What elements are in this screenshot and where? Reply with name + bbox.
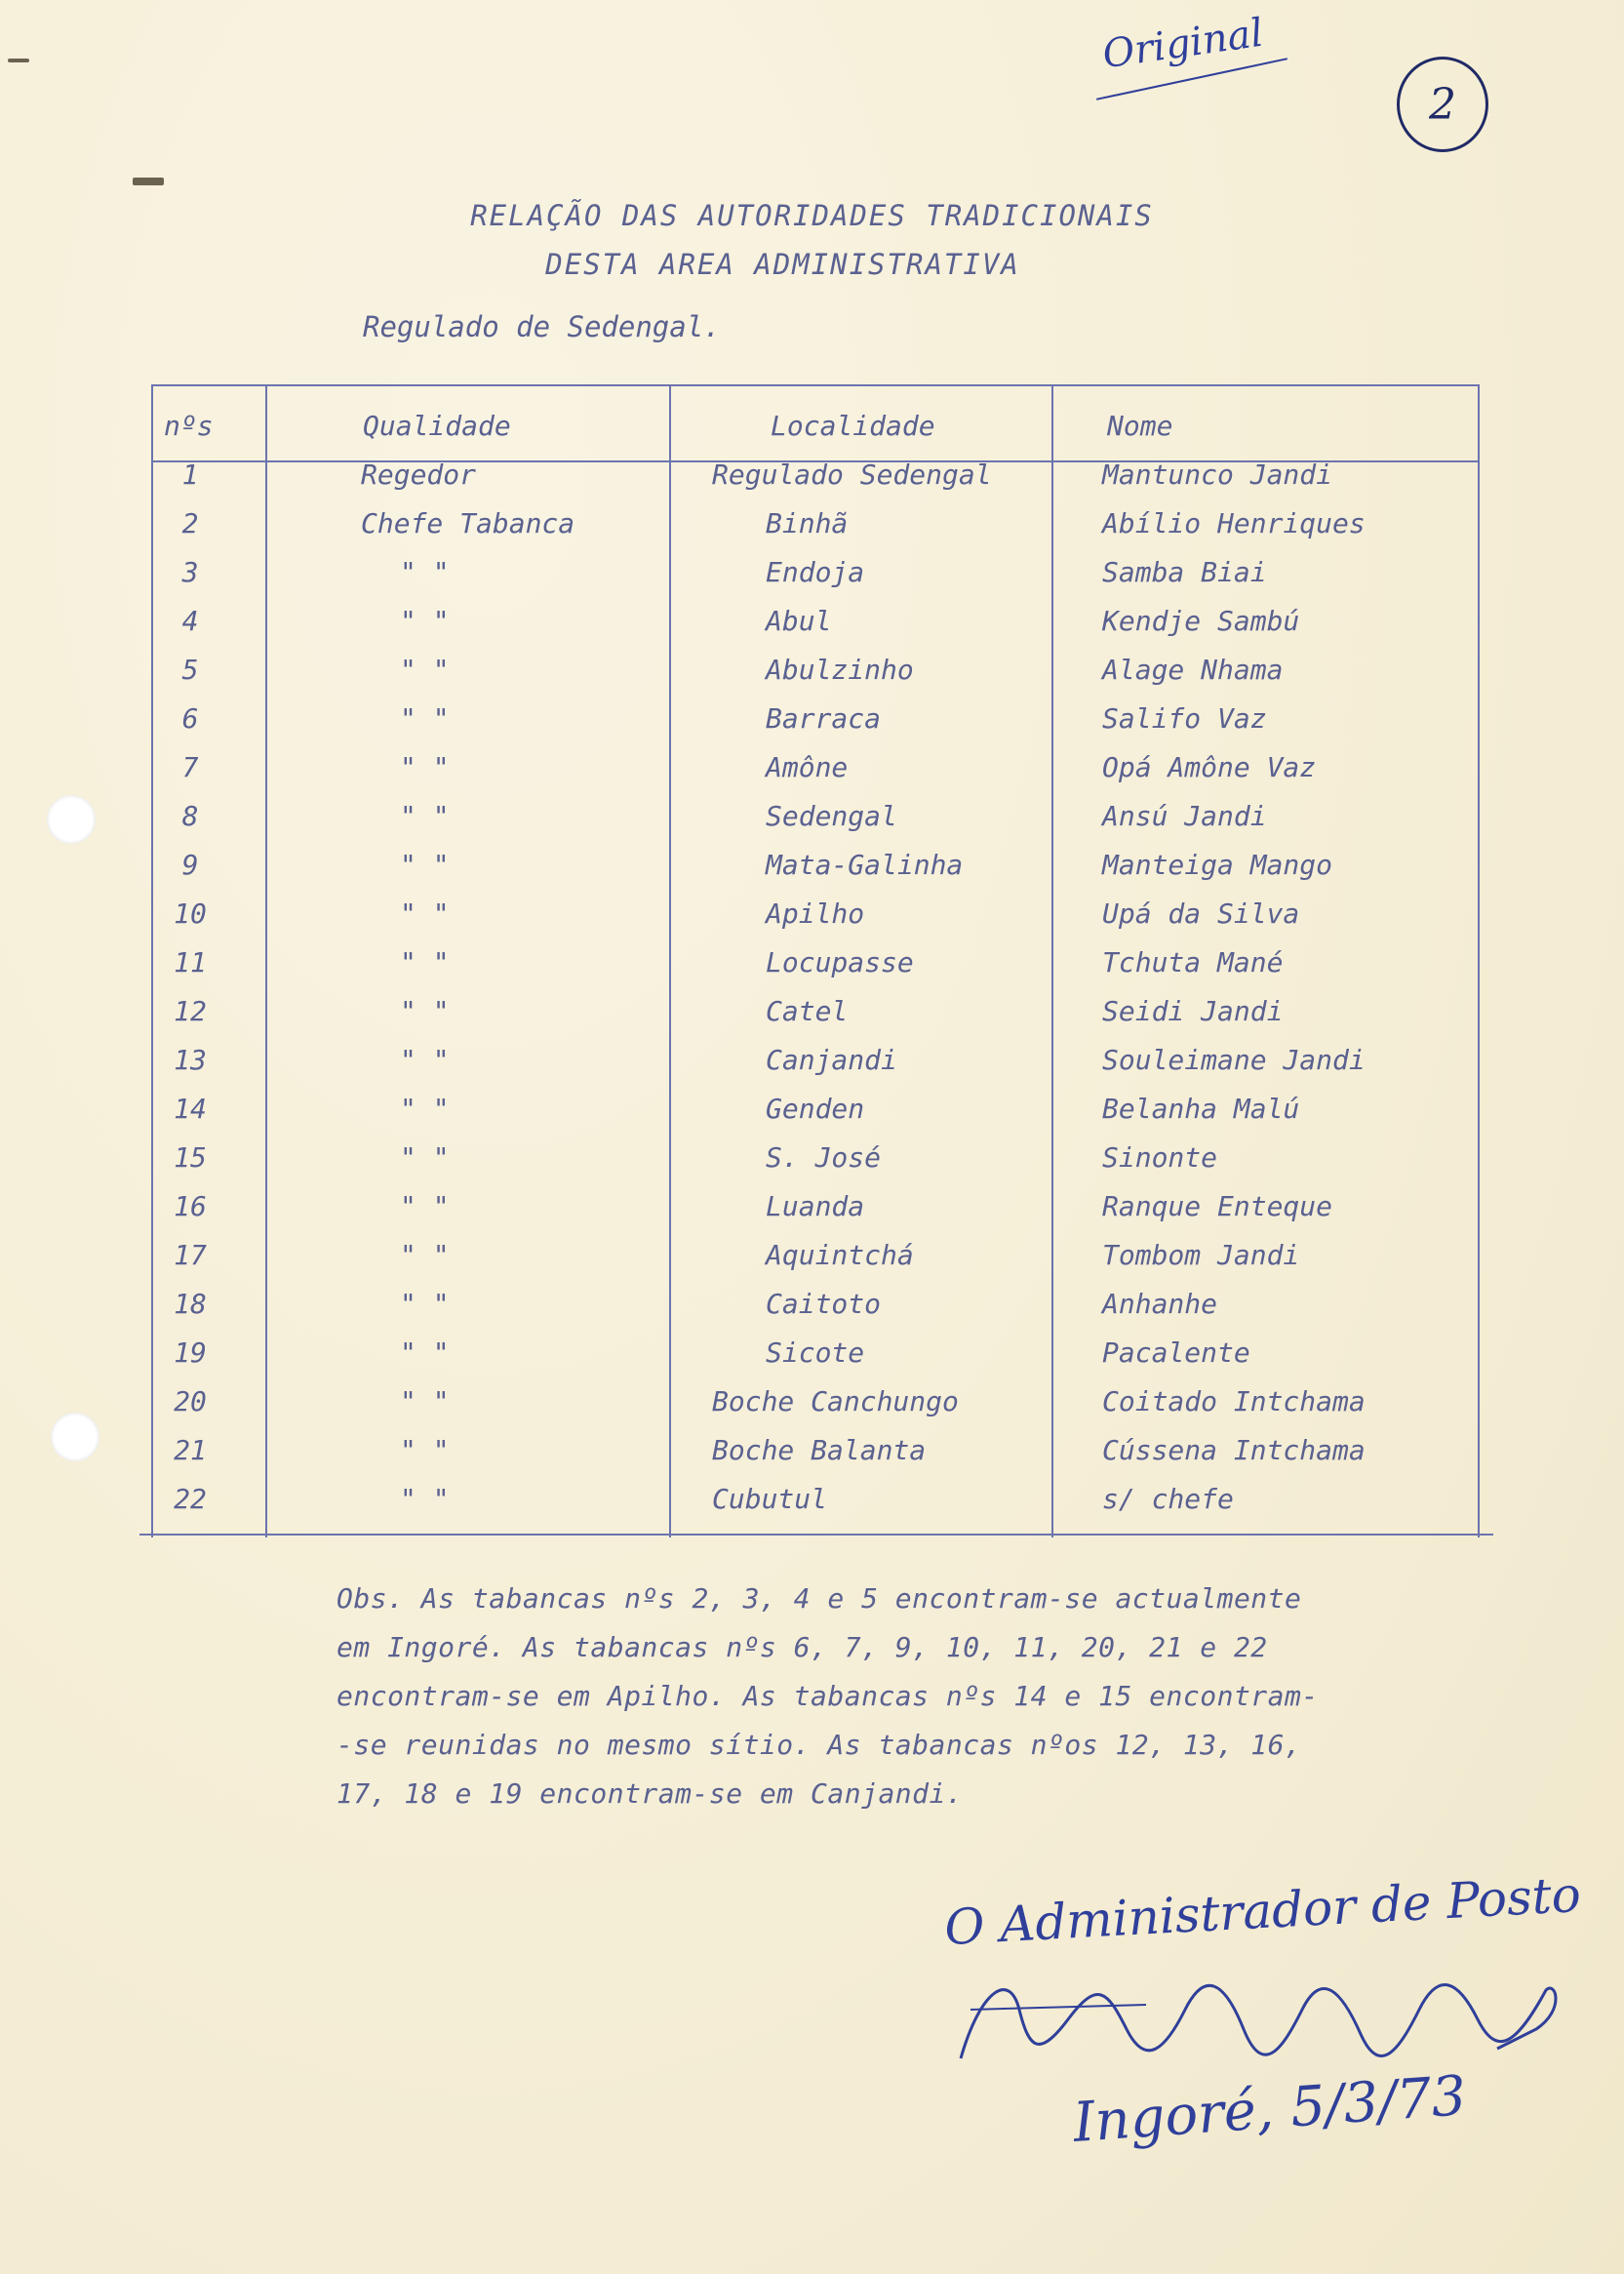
row-number: 4 xyxy=(181,605,199,637)
row-number: 7 xyxy=(181,751,199,783)
row-nome: Ansú Jandi xyxy=(1102,800,1267,832)
observation-line: em Ingoré. As tabancas nºs 6, 7, 9, 10, 11, 20, 21 e 22 xyxy=(337,1631,1268,1663)
column-header: nºs xyxy=(164,410,214,442)
row-nome: Anhanhe xyxy=(1102,1288,1218,1320)
row-nome: Coitado Intchama xyxy=(1102,1385,1366,1417)
row-qualidade: " " xyxy=(400,1044,450,1076)
regulado-subtitle: Regulado de Sedengal. xyxy=(363,310,721,343)
observation-line: 17, 18 e 19 encontram-se em Canjandi. xyxy=(337,1777,964,1810)
row-qualidade: " " xyxy=(400,605,450,637)
row-nome: Mantunco Jandi xyxy=(1102,459,1333,491)
row-qualidade: " " xyxy=(400,1483,450,1515)
row-localidade: Endoja xyxy=(766,556,865,588)
row-localidade: Caitoto xyxy=(766,1288,882,1320)
row-localidade: Abulzinho xyxy=(766,654,914,686)
row-nome: Souleimane Jandi xyxy=(1102,1044,1366,1076)
row-qualidade: " " xyxy=(400,849,450,881)
row-localidade: Sicote xyxy=(766,1336,865,1369)
row-localidade: Abul xyxy=(766,605,832,637)
row-nome: Upá da Silva xyxy=(1102,898,1300,930)
row-number: 1 xyxy=(181,459,199,491)
row-localidade: Binhã xyxy=(766,507,849,539)
row-qualidade: Chefe Tabanca xyxy=(361,507,575,539)
row-nome: Pacalente xyxy=(1102,1336,1250,1369)
observation-line: -se reunidas no mesmo sítio. As tabancas nºos 12, 13, 16, xyxy=(337,1729,1302,1761)
row-qualidade: " " xyxy=(400,654,450,686)
row-number: 3 xyxy=(181,556,199,588)
row-nome: Tombom Jandi xyxy=(1102,1239,1300,1271)
row-number: 21 xyxy=(174,1434,207,1466)
row-localidade: Cubutul xyxy=(712,1483,828,1515)
row-localidade: Mata-Galinha xyxy=(766,849,964,881)
row-number: 6 xyxy=(181,702,199,735)
observation-line: Obs. As tabancas nºs 2, 3, 4 e 5 encontram-se actualmente xyxy=(337,1582,1302,1615)
row-nome: Sinonte xyxy=(1102,1141,1218,1174)
row-qualidade: " " xyxy=(400,800,450,832)
row-number: 12 xyxy=(174,995,207,1027)
row-localidade: Regulado Sedengal xyxy=(712,459,992,491)
row-qualidade: " " xyxy=(400,1336,450,1369)
document-title-line2: DESTA AREA ADMINISTRATIVA xyxy=(545,248,1020,281)
row-nome: Salifo Vaz xyxy=(1102,702,1267,735)
row-qualidade: " " xyxy=(400,1434,450,1466)
column-header: Qualidade xyxy=(363,410,511,442)
row-number: 8 xyxy=(181,800,199,832)
handwritten-signature xyxy=(951,1951,1575,2078)
row-number: 10 xyxy=(174,898,207,930)
row-nome: Alage Nhama xyxy=(1102,654,1284,686)
row-nome: Seidi Jandi xyxy=(1102,995,1284,1027)
row-nome: Ranque Enteque xyxy=(1102,1190,1333,1222)
signature-title: O Administrador de Posto xyxy=(942,1865,1583,1957)
row-qualidade: Regedor xyxy=(361,459,477,491)
row-number: 15 xyxy=(174,1141,207,1174)
row-nome: Cússena Intchama xyxy=(1102,1434,1366,1466)
row-qualidade: " " xyxy=(400,1190,450,1222)
row-nome: Kendje Sambú xyxy=(1102,605,1300,637)
row-qualidade: " " xyxy=(400,995,450,1027)
punch-hole-top xyxy=(47,795,96,844)
row-number: 13 xyxy=(174,1044,207,1076)
row-localidade: Aquintchá xyxy=(766,1239,914,1271)
row-localidade: Luanda xyxy=(766,1190,865,1222)
row-number: 20 xyxy=(174,1385,207,1417)
row-localidade: S. José xyxy=(766,1141,882,1174)
row-number: 17 xyxy=(174,1239,207,1271)
row-number: 14 xyxy=(174,1093,207,1125)
stain-mark xyxy=(133,178,164,185)
row-nome: s/ chefe xyxy=(1102,1483,1234,1515)
row-qualidade: " " xyxy=(400,556,450,588)
document-title-line1: RELAÇÃO DAS AUTORIDADES TRADICIONAIS xyxy=(470,199,1154,232)
row-qualidade: " " xyxy=(400,898,450,930)
row-localidade: Boche Canchungo xyxy=(712,1385,959,1417)
stain-mark xyxy=(8,59,29,62)
col-divider-1 xyxy=(265,384,267,1537)
col-divider-3 xyxy=(1051,384,1053,1537)
row-localidade: Locupasse xyxy=(766,946,914,978)
row-number: 5 xyxy=(181,654,199,686)
row-qualidade: " " xyxy=(400,1385,450,1417)
row-localidade: Apilho xyxy=(766,898,865,930)
row-localidade: Amône xyxy=(766,751,849,783)
row-number: 16 xyxy=(174,1190,207,1222)
row-nome: Belanha Malú xyxy=(1102,1093,1300,1125)
row-localidade: Catel xyxy=(766,995,849,1027)
row-localidade: Barraca xyxy=(766,702,882,735)
page-number-circle xyxy=(1397,57,1488,152)
row-nome: Opá Amône Vaz xyxy=(1102,751,1317,783)
row-number: 22 xyxy=(174,1483,207,1515)
table-bottom-border xyxy=(139,1534,1493,1536)
row-qualidade: " " xyxy=(400,1093,450,1125)
row-nome: Samba Biai xyxy=(1102,556,1267,588)
row-nome: Abílio Henriques xyxy=(1102,507,1366,539)
column-header: Localidade xyxy=(771,410,935,442)
row-number: 18 xyxy=(174,1288,207,1320)
row-qualidade: " " xyxy=(400,1239,450,1271)
original-annotation: Original xyxy=(1099,10,1266,78)
row-number: 11 xyxy=(174,946,207,978)
row-localidade: Canjandi xyxy=(766,1044,897,1076)
row-qualidade: " " xyxy=(400,1288,450,1320)
row-qualidade: " " xyxy=(400,946,450,978)
row-localidade: Boche Balanta xyxy=(712,1434,927,1466)
row-nome: Manteiga Mango xyxy=(1102,849,1333,881)
observation-line: encontram-se em Apilho. As tabancas nºs 14 e 15 encontram- xyxy=(337,1680,1319,1712)
row-qualidade: " " xyxy=(400,702,450,735)
row-number: 19 xyxy=(174,1336,207,1369)
row-localidade: Genden xyxy=(766,1093,865,1125)
signature-place-date: Ingoré, 5/3/73 xyxy=(1071,2064,1469,2155)
row-nome: Tchuta Mané xyxy=(1102,946,1284,978)
row-number: 9 xyxy=(181,849,199,881)
table-right-border xyxy=(1478,384,1480,1537)
column-header: Nome xyxy=(1107,410,1173,442)
punch-hole-bottom xyxy=(51,1413,99,1461)
col-divider-2 xyxy=(669,384,671,1537)
row-qualidade: " " xyxy=(400,751,450,783)
row-localidade: Sedengal xyxy=(766,800,897,832)
page-number: 2 xyxy=(1429,79,1456,130)
row-qualidade: " " xyxy=(400,1141,450,1174)
row-number: 2 xyxy=(181,507,199,539)
table-top-border xyxy=(151,384,1478,386)
